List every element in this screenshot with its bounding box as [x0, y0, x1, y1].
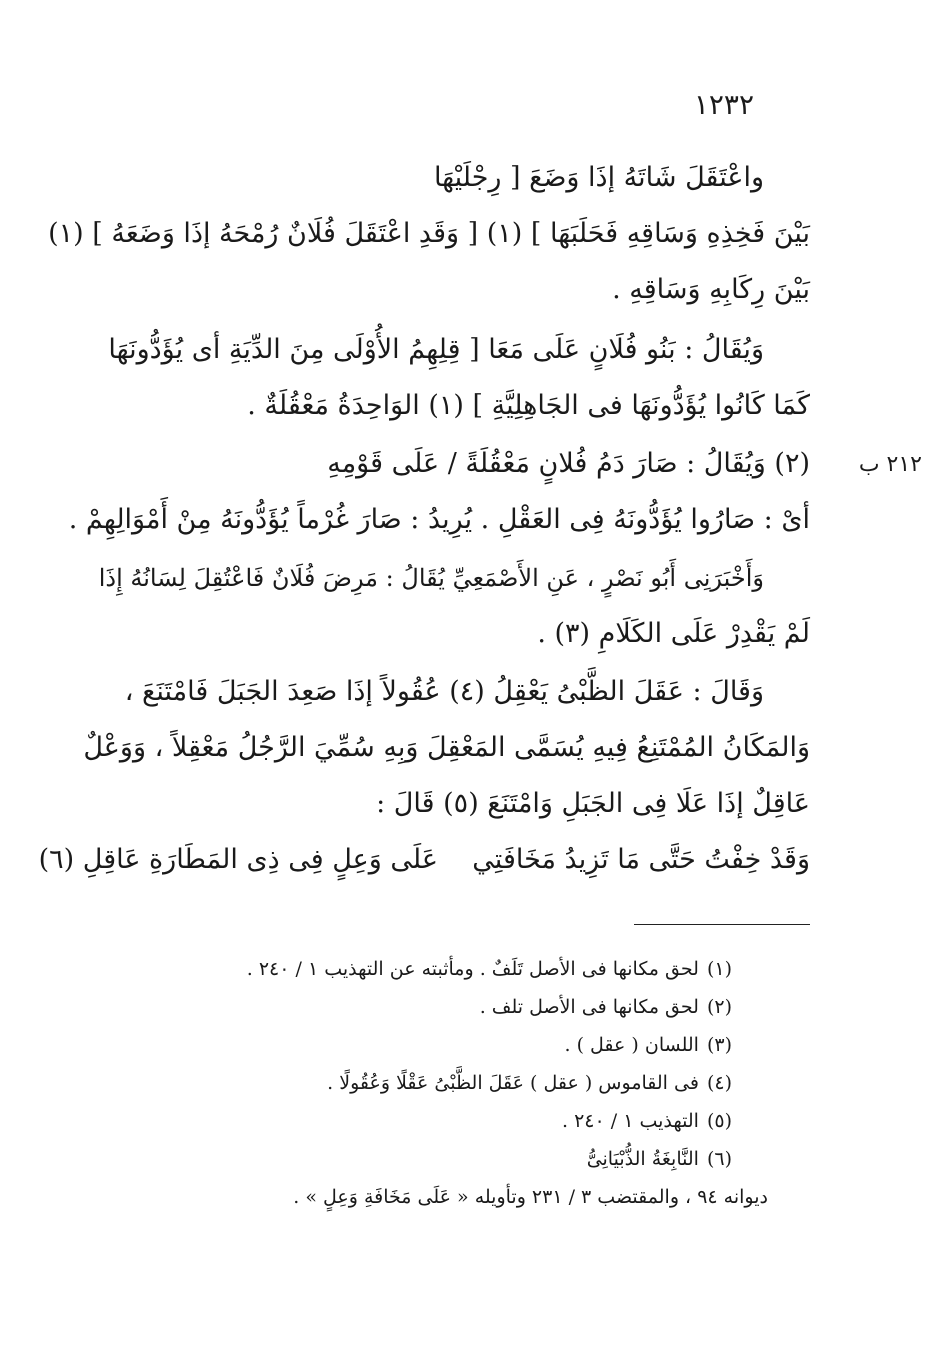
footnote-divider [634, 924, 810, 925]
page-number: ١٢٣٢ [693, 88, 754, 121]
paragraph-3 [68, 436, 810, 548]
text-line: وَأَخْبَرَنِى أَبُو نَصْرٍ ، عَنِ الأَصْمَعِيِّ يُقَالُ : مَرِضَ فُلَانٌ فَاعْتُقِلَ لِسَانُهُ إِذَا [98, 564, 764, 592]
poetry-verse [38, 832, 810, 888]
text-line: عَاقِلٌ إذَا عَلَا فِى الجَبَلِ وَامْتَنَعَ (٥) قَالَ : [376, 788, 810, 819]
footnote: (١)لحق مكانها فى الأصل تَلَفٌ . ومأثبته عن التهذيب ١ / ٢٤٠ . [246, 958, 732, 980]
text-line: بَيْنَ رِكَابِهِ وَسَاقِهِ . [612, 274, 810, 305]
paragraph-1 [48, 150, 810, 318]
footnote-continuation: ديوانه ٩٤ ، والمقتضب ٣ / ٢٣١ وتأويله « عَلَى مَخَافَةِ وَعِلٍ » . [293, 1186, 768, 1208]
text-line: وَقَالَ : عَقَلَ الظَّبْىُ يَعْقِلُ (٤) عُقُولاً إذَا صَعِدَ الجَبَلَ فَامْتَنَعَ ، [124, 676, 764, 707]
footnote: (٦)النَّابِغَةُ الذُّبْيَانِىُّ [586, 1148, 732, 1170]
text-line: أىْ : صَارُوا يُؤَدُّونَهُ فِى العَقْلِ . يُرِيدُ : صَارَ غُرْماً يُؤَدُّونَهُ مِنْ أَمْوَالِهِمْ . [68, 504, 810, 535]
footnote: (٤)فى القاموس ( عقل ) عَقَلَ الظَّبْىُ عَقْلًا وَعُقُولًا . [327, 1072, 732, 1094]
text-line: واعْتَقَلَ شَاتَهُ إذَا وَضَعَ [ رِجْلَيْهَا [433, 162, 764, 193]
footnote: (٥)التهذيب ١ / ٢٤٠ . [561, 1110, 732, 1132]
text-line: (٢) وَيُقَالُ : صَارَ دَمُ فُلانٍ مَعْقُلَةً / عَلَى قَوْمِهِ [327, 448, 810, 479]
paragraph-5 [83, 664, 810, 832]
text-line: كَمَا كَانُوا يُؤَدُّونَهَا فى الجَاهِلِيَّةِ ] (١) الوَاحِدَةُ مَعْقُلَةٌ . [247, 390, 810, 421]
margin-folio-note: ٢١٢ ب [858, 452, 922, 477]
text-line: بَيْنَ فَخِذِهِ وَسَاقِهِ فَحَلَبَهَا ] (١) [ وَقَدِ اعْتَقَلَ فُلَانٌ رُمْحَهُ إذَا وَضَعَهُ ] (١) [48, 218, 810, 249]
text-line: وَيُقَالُ : بَنُو فُلَانٍ عَلَى مَعَا [ قِلِهِمُ الأُوْلَى مِنَ الدِّيَةِ أى يُؤَدُّونَهَا [108, 334, 764, 365]
footnote: (٣)اللسان ( عقل ) . [564, 1034, 732, 1056]
verse-line: وَقَدْ خِفْتُ حَتَّى مَا تَزِيدُ مَخَافَتِي عَلَى وَعِلٍ فِى ذِى المَطَارَةِ عَاقِلِ (٦) [38, 844, 810, 875]
text-line: لَمْ يَقْدِرْ عَلَى الكَلَامِ (٣) . [537, 618, 810, 649]
paragraph-4 [98, 550, 810, 662]
footnotes [172, 950, 768, 1216]
footnote: (٢)لحق مكانها فى الأصل تلف . [479, 996, 732, 1018]
paragraph-2 [108, 322, 810, 434]
text-line: وَالمَكَانُ المُمْتَنِعُ فِيهِ يُسَمَّى المَعْقِلَ وَبِهِ سُمِّيَ الرَّجُلُ مَعْقِلاً ، وَوَعْلٌ [83, 732, 810, 763]
